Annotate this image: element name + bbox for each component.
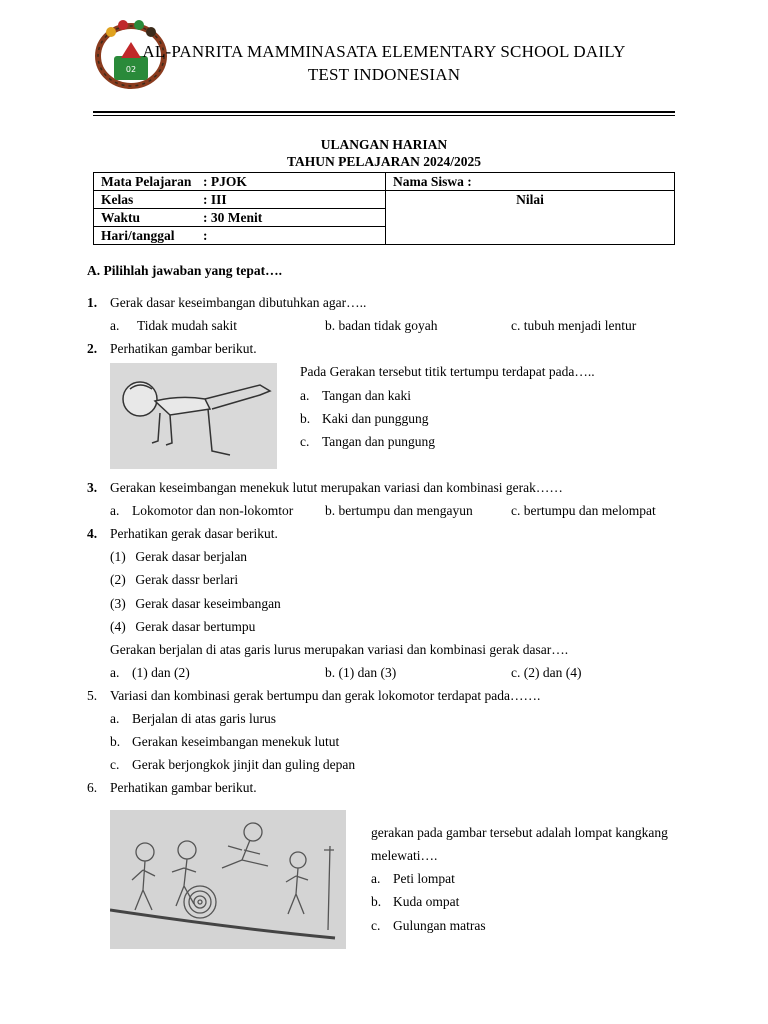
q5-option-a[interactable]	[110, 710, 276, 727]
question-5	[87, 687, 540, 704]
q5-option-b[interactable]	[110, 733, 339, 750]
option-letter: b.	[325, 318, 336, 333]
subject-value: : PJOK	[203, 174, 247, 189]
school-title-line2: TEST INDONESIAN	[307, 65, 461, 84]
student-name-label: Nama Siswa :	[393, 174, 472, 189]
q4-list-item	[110, 595, 281, 612]
option-text: Kuda ompat	[393, 894, 460, 909]
option-letter: b.	[300, 411, 311, 426]
option-text: (1) dan (2)	[132, 665, 190, 680]
time-label: Waktu	[101, 210, 141, 225]
question-2-prompt: Pada Gerakan tersebut titik tertumpu terdapat pada…..	[300, 364, 595, 379]
option-letter: c.	[300, 434, 310, 449]
q2-option-a[interactable]	[300, 387, 411, 404]
option-letter: a.	[110, 665, 120, 680]
list-text: Gerak dassr berlari	[135, 572, 239, 587]
question-3-text: Gerakan keseimbangan menekuk lutut merupakan variasi dan kombinasi gerak……	[110, 480, 563, 495]
list-text: Gerak dasar berjalan	[135, 549, 248, 564]
time-value: : 30 Menit	[203, 210, 263, 225]
day-label: Hari/tanggal	[101, 228, 175, 243]
list-text: Gerak dasar bertumpu	[135, 619, 256, 634]
option-letter: a.	[110, 318, 120, 333]
question-6	[87, 779, 257, 796]
exam-title: ULANGAN HARIAN	[320, 137, 448, 152]
school-title-line1: AL-PANRITA MAMMINASATA ELEMENTARY SCHOOL DAILY	[142, 42, 626, 61]
option-text: Berjalan di atas garis lurus	[132, 711, 276, 726]
balance-pose-image	[110, 363, 277, 469]
q4-list-item	[110, 548, 247, 565]
option-text: Gulungan matras	[393, 918, 486, 933]
question-1	[87, 294, 366, 311]
list-text: Gerak dasar keseimbangan	[135, 596, 281, 611]
question-1-number: 1.	[87, 295, 98, 310]
question-6-text: Perhatikan gambar berikut.	[110, 780, 257, 795]
q4-option-b[interactable]	[325, 664, 396, 681]
question-4-number: 4.	[87, 526, 98, 541]
question-3	[87, 479, 563, 496]
student-info-table	[93, 172, 675, 245]
option-letter: a.	[371, 871, 381, 886]
q6-option-a[interactable]	[371, 870, 455, 887]
q1-option-c[interactable]	[511, 317, 636, 334]
score-cell[interactable]	[386, 191, 675, 245]
class-value: : III	[203, 192, 227, 207]
question-4	[87, 525, 278, 542]
q5-option-c[interactable]	[110, 756, 355, 773]
day-cell	[94, 227, 386, 245]
q1-option-a[interactable]	[110, 317, 237, 334]
option-letter: b.	[325, 665, 336, 680]
option-letter: c.	[371, 918, 381, 933]
option-text: (2) dan (4)	[523, 665, 582, 680]
question-4-text: Perhatikan gerak dasar berikut.	[110, 526, 278, 541]
option-text: tubuh menjadi lentur	[523, 318, 637, 333]
q2-option-c[interactable]	[300, 433, 435, 450]
list-number: (4)	[110, 619, 126, 634]
list-number: (2)	[110, 572, 126, 587]
student-name-cell[interactable]	[386, 173, 675, 191]
day-value: :	[203, 228, 208, 243]
option-letter: c.	[110, 757, 120, 772]
school-title	[95, 40, 673, 86]
q6-option-c[interactable]	[371, 917, 486, 934]
score-label: Nilai	[516, 192, 544, 207]
option-letter: c.	[511, 665, 521, 680]
exam-year: TAHUN PELAJARAN 2024/2025	[286, 154, 481, 169]
option-text: (1) dan (3)	[338, 665, 397, 680]
subject-cell	[94, 173, 386, 191]
question-3-number: 3.	[87, 480, 98, 495]
option-letter: a.	[110, 503, 120, 518]
option-letter: b.	[110, 734, 121, 749]
option-text: Tidak mudah sakit	[137, 318, 238, 333]
class-label: Kelas	[101, 192, 134, 207]
option-text: Gerak berjongkok jinjit dan guling depan	[132, 757, 356, 772]
q2-option-b[interactable]	[300, 410, 428, 427]
option-text: Peti lompat	[393, 871, 455, 886]
class-cell	[94, 191, 386, 209]
q4-option-a[interactable]	[110, 664, 190, 681]
vault-jump-image	[110, 810, 346, 949]
q4-list-item	[110, 618, 255, 635]
option-text: bertumpu dan melompat	[523, 503, 656, 518]
q3-option-a[interactable]	[110, 502, 293, 519]
question-5-text: Variasi dan kombinasi gerak bertumpu dan gerak lokomotor terdapat pada…….	[110, 688, 541, 703]
question-5-number: 5.	[87, 688, 98, 703]
time-cell	[94, 209, 386, 227]
question-6-prompt-line1: gerakan pada gambar tersebut adalah lompat kangkang	[371, 825, 668, 840]
q3-option-b[interactable]	[325, 502, 473, 519]
q6-option-b[interactable]	[371, 893, 459, 910]
question-6-number: 6.	[87, 780, 98, 795]
question-1-text: Gerak dasar keseimbangan dibutuhkan agar…..	[110, 295, 367, 310]
option-text: bertumpu dan mengayun	[338, 503, 473, 518]
option-letter: c.	[511, 318, 521, 333]
option-letter: b.	[325, 503, 336, 518]
q3-option-c[interactable]	[511, 502, 656, 519]
header-divider-thick	[93, 111, 675, 113]
subject-label: Mata Pelajaran	[101, 174, 192, 189]
option-text: Kaki dan punggung	[322, 411, 429, 426]
q4-list-item	[110, 571, 238, 588]
question-4-prompt: Gerakan berjalan di atas garis lurus merupakan variasi dan kombinasi gerak dasar….	[110, 642, 569, 657]
section-a-heading: A. Pilihlah jawaban yang tepat….	[87, 263, 283, 278]
option-letter: a.	[300, 388, 310, 403]
list-number: (3)	[110, 596, 126, 611]
header-divider-thin	[93, 115, 675, 116]
option-letter: a.	[110, 711, 120, 726]
question-2-text: Perhatikan gambar berikut.	[110, 341, 257, 356]
list-number: (1)	[110, 549, 126, 564]
option-text: badan tidak goyah	[338, 318, 438, 333]
option-letter: c.	[511, 503, 521, 518]
q4-option-c[interactable]	[511, 664, 581, 681]
question-2-number: 2.	[87, 341, 98, 356]
option-text: Lokomotor dan non-lokomtor	[132, 503, 294, 518]
exam-title-block	[93, 136, 675, 170]
option-letter: b.	[371, 894, 382, 909]
q1-option-b[interactable]	[325, 317, 437, 334]
question-2	[87, 340, 257, 357]
option-text: Gerakan keseimbangan menekuk lutut	[132, 734, 340, 749]
option-text: Tangan dan pungung	[322, 434, 436, 449]
logo-badge-text: 02	[125, 65, 137, 74]
question-6-prompt-line2: melewati….	[371, 848, 438, 863]
option-text: Tangan dan kaki	[322, 388, 412, 403]
